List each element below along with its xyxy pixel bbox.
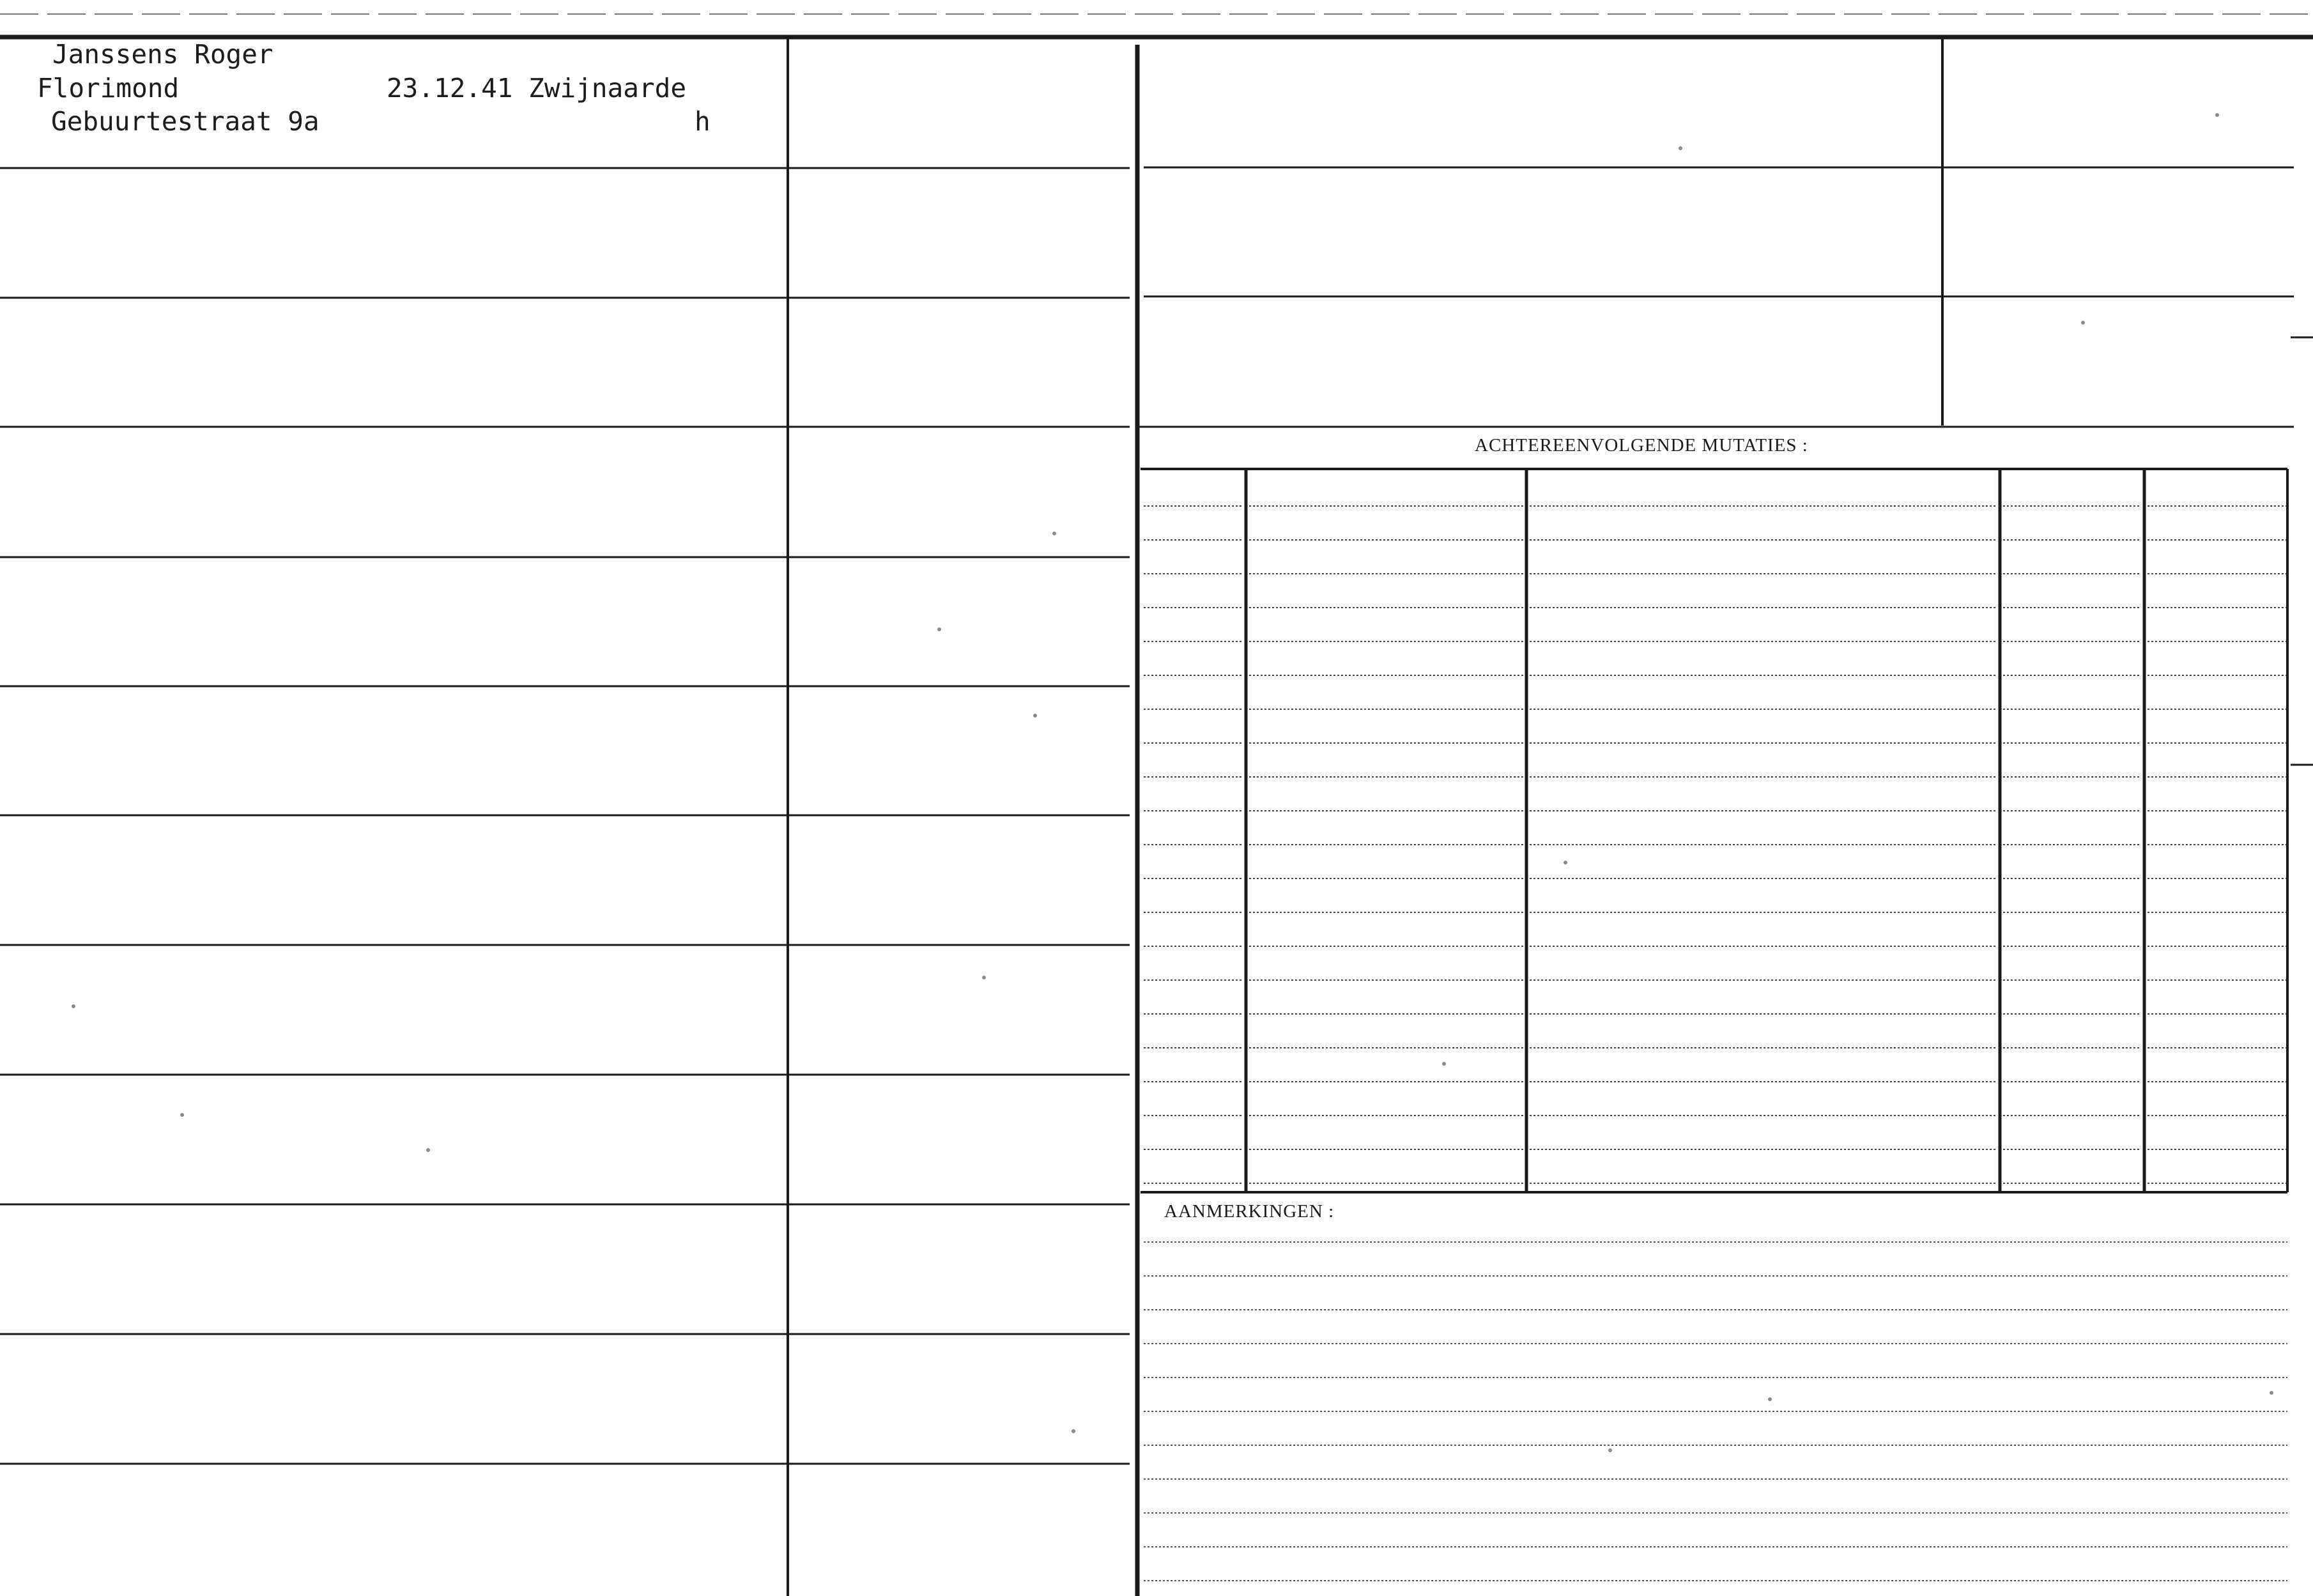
record-mark: h — [695, 106, 711, 137]
record-name-line: Janssens Roger — [52, 39, 273, 70]
record-birth-date-place: 23.12.41 Zwijnaarde — [387, 73, 686, 104]
remarks-heading: AANMERKINGEN : — [1164, 1201, 1335, 1222]
left-rows — [0, 168, 1130, 1464]
record-address: Gebuurtestraat 9a — [51, 106, 319, 137]
right-top-rows — [1137, 167, 2294, 427]
record-given-names: Florimond — [37, 73, 180, 104]
remarks-lines — [1144, 1242, 2287, 1581]
mutations-table — [1141, 469, 2287, 1192]
mutations-heading: ACHTEREENVOLGENDE MUTATIES : — [1475, 435, 1808, 456]
